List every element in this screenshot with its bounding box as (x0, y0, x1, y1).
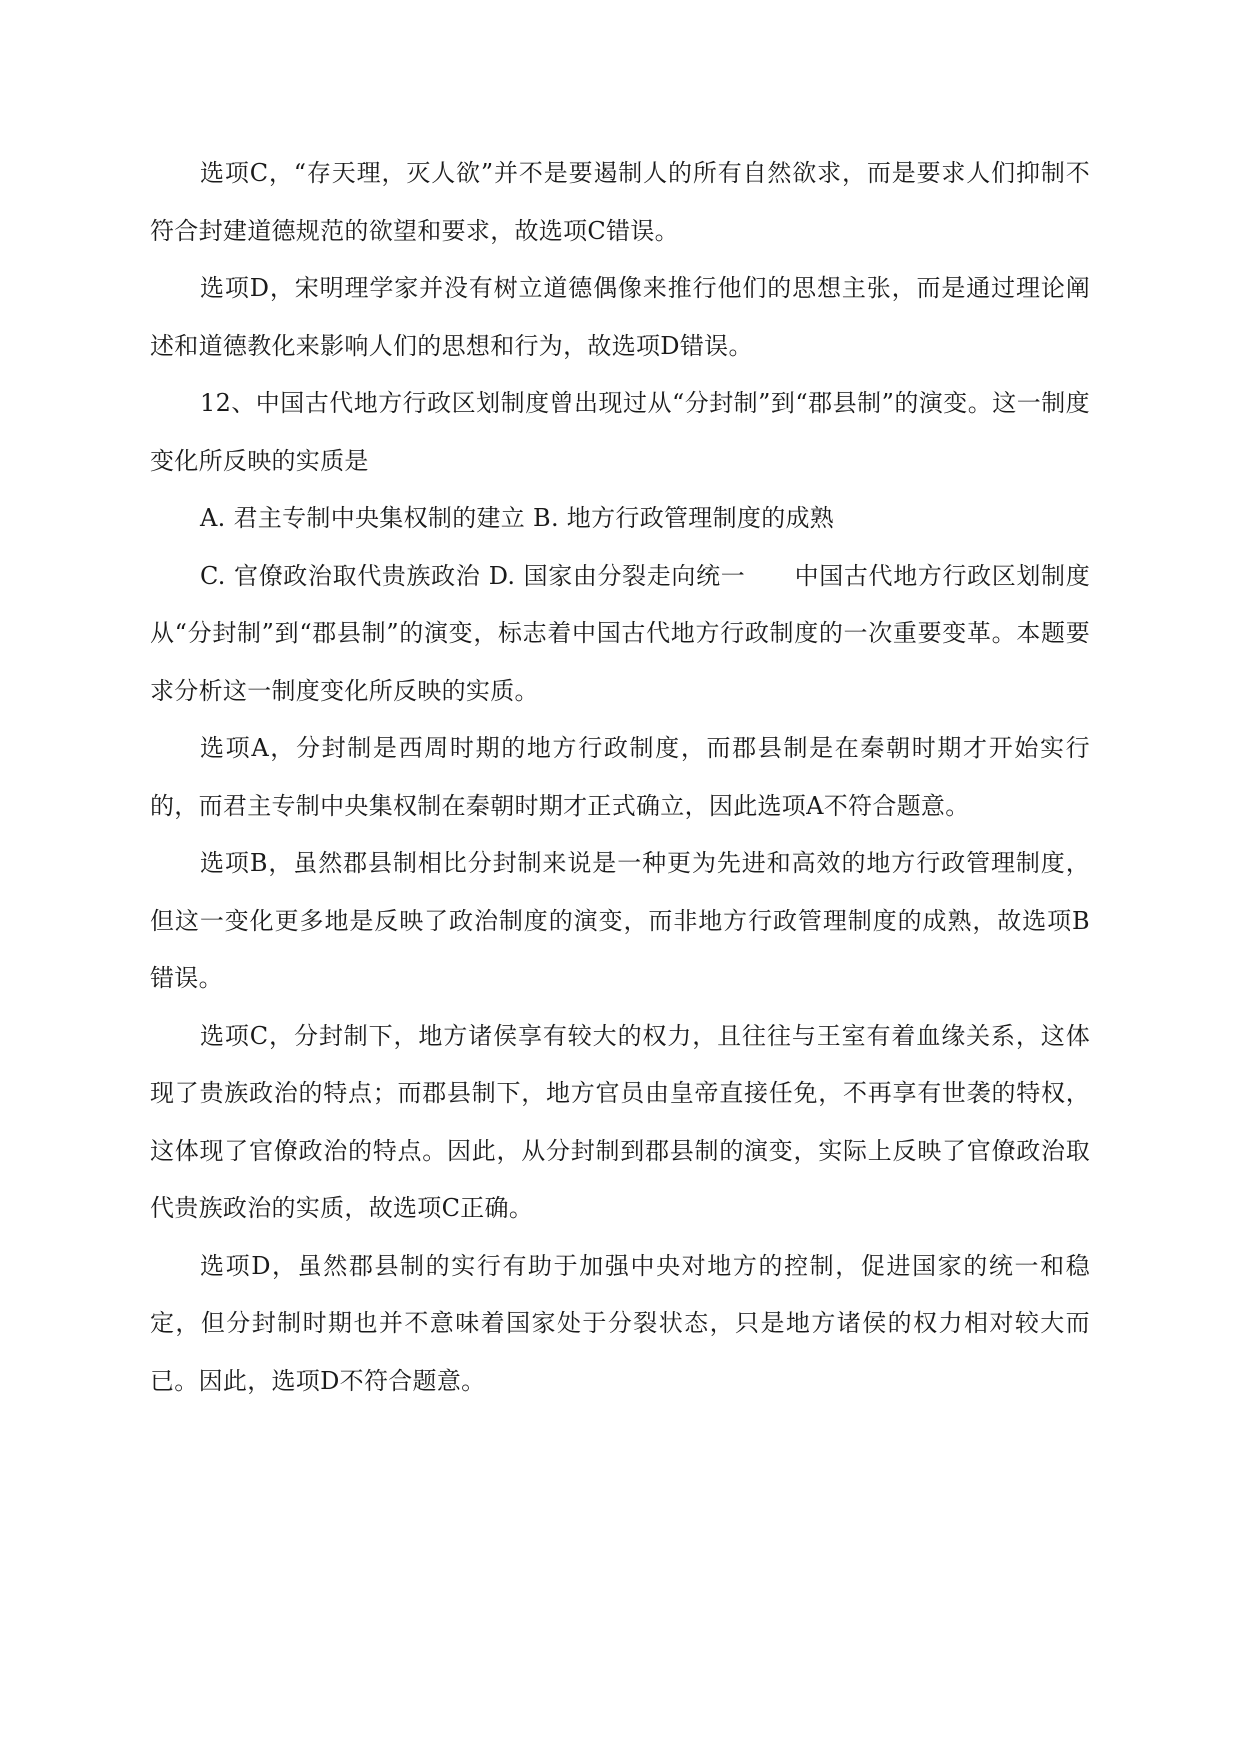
paragraph-option-b: 选项B，虽然郡县制相比分封制来说是一种更为先进和高效的地方行政管理制度，但这一变化更多地是反映了政治制度的演变，而非地方行政管理制度的成熟，故选项B错误。 (150, 849, 1090, 992)
paragraph-option-a: 选项A，分封制是西周时期的地方行政制度，而郡县制是在秦朝时期才开始实行的，而君主专制中央集权制在秦朝时期才正式确立，因此选项A不符合题意。 (150, 734, 1090, 820)
document-body (150, 145, 1090, 1410)
paragraph-option-c-previous: 选项C，“存天理，灭人欲”并不是要遏制人的所有自然欲求，而是要求人们抑制不符合封建道德规范的欲望和要求，故选项C错误。 (150, 159, 1090, 245)
question-12-options-cd-analysis: C. 官僚政治取代贵族政治 D. 国家由分裂走向统一 中国古代地方行政区划制度从“分封制”到“郡县制”的演变，标志着中国古代地方行政制度的一次重要变革。本题要求分析这一制度变化所反映的实质。 (150, 561, 1090, 705)
paragraph-option-c: 选项C，分封制下，地方诸侯享有较大的权力，且往往与王室有着血缘关系，这体现了贵族政治的特点；而郡县制下，地方官员由皇帝直接任免，不再享有世袭的特权，这体现了官僚政治的特点。因此，从分封制到郡县制的演变，实际上反映了官僚政治取代贵族政治的实质，故选项C正确。 (150, 1021, 1090, 1222)
paragraph-option-d: 选项D，虽然郡县制的实行有助于加强中央对地方的控制，促进国家的统一和稳定，但分封制时期也并不意味着国家处于分裂状态，只是地方诸侯的权力相对较大而已。因此，选项D不符合题意。 (150, 1251, 1090, 1395)
question-12-options-ab: A. 君主专制中央集权制的建立 B. 地方行政管理制度的成熟 (200, 504, 835, 532)
question-12-stem: 12、中国古代地方行政区划制度曾出现过从“分封制”到“郡县制”的演变。这一制度变化所反映的实质是 (150, 389, 1090, 475)
paragraph-option-d-previous: 选项D，宋明理学家并没有树立道德偶像来推行他们的思想主张，而是通过理论阐述和道德教化来影响人们的思想和行为，故选项D错误。 (150, 274, 1090, 360)
